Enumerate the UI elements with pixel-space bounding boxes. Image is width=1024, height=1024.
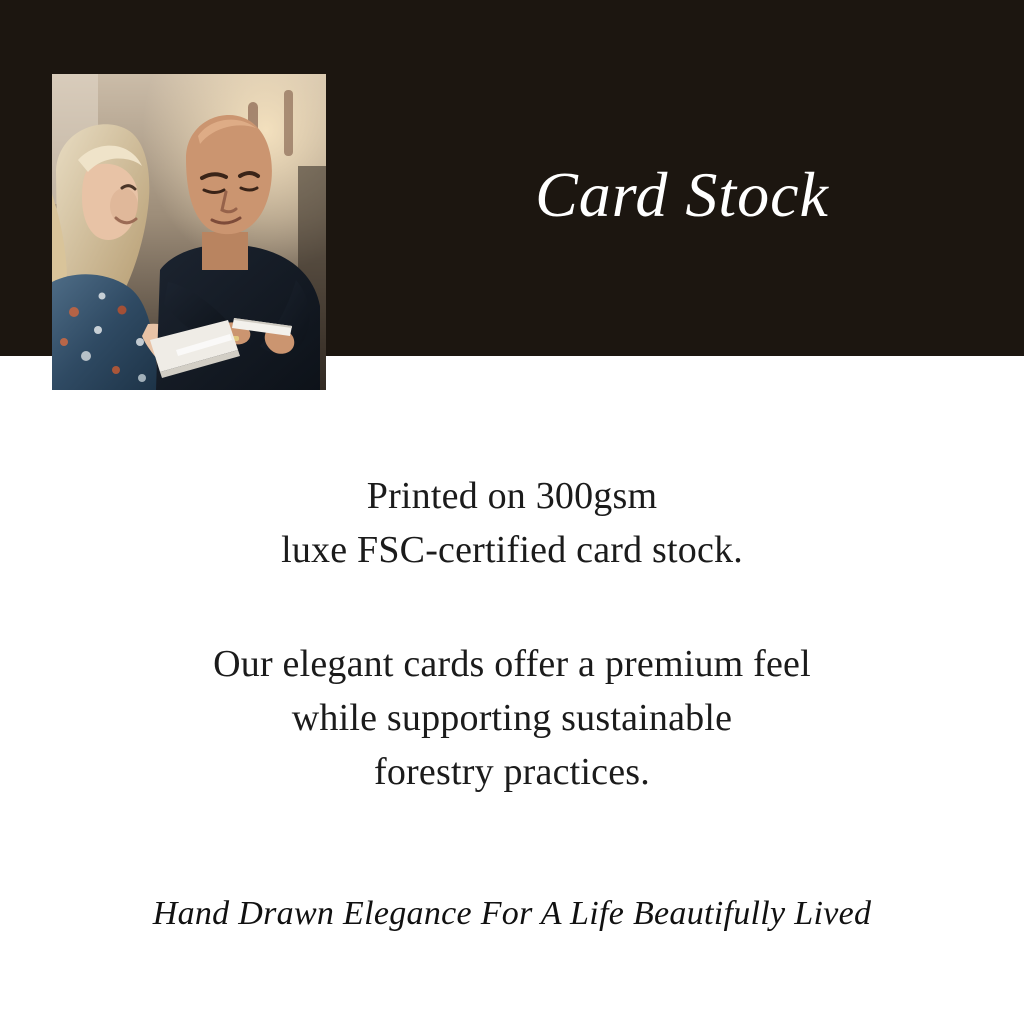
paragraph-secondary-line-1: Our elegant cards offer a premium feel bbox=[213, 642, 811, 685]
paragraph-primary bbox=[62, 470, 962, 578]
paragraph-primary-line-2: luxe FSC-certified card stock. bbox=[281, 528, 743, 571]
body-copy bbox=[62, 470, 962, 800]
paragraph-secondary-line-2: while supporting sustainable bbox=[291, 696, 733, 739]
page-title: Card Stock bbox=[535, 159, 829, 230]
paragraph-secondary-line-3: forestry practices. bbox=[374, 750, 650, 793]
brand-tagline: Hand Drawn Elegance For A Life Beautifully Lived bbox=[152, 895, 872, 932]
lifestyle-photo bbox=[52, 74, 326, 390]
paragraph-primary-line-1: Printed on 300gsm bbox=[366, 475, 658, 517]
paragraph-secondary bbox=[62, 638, 962, 800]
